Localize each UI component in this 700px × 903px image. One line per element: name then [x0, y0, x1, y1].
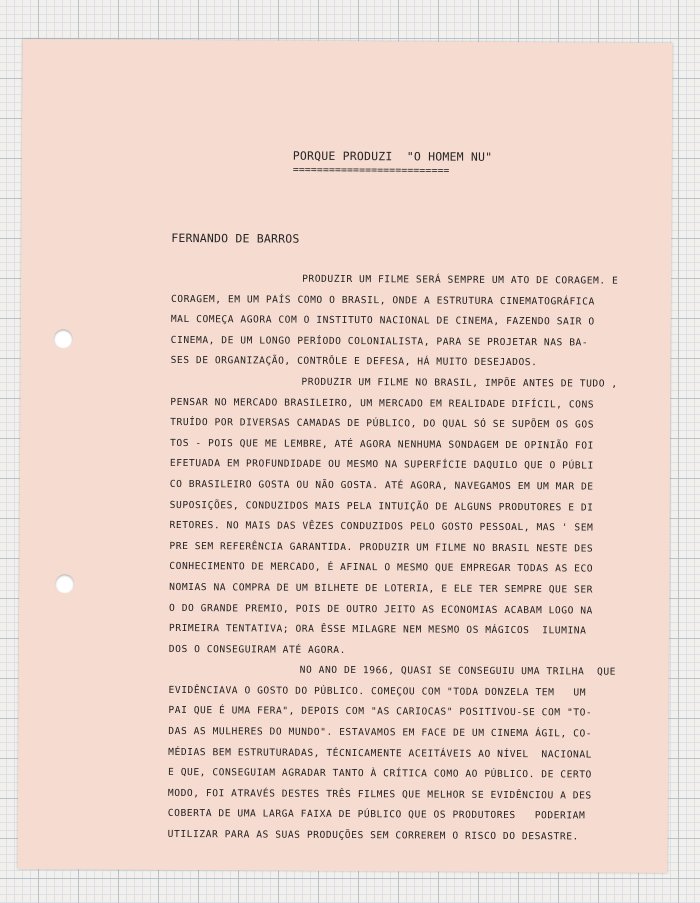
text-line: PRE SEM REFERÊNCIA GARANTIDA. PRODUZIR UM FILME NO BRASIL NESTE DES: [169, 540, 594, 555]
typewritten-page: [17, 39, 672, 873]
text-line: EFETUADA EM PROFUNDIDADE OU MESMO NA SUPERFÍCIE DAQUILO QUE O PÚBLI: [169, 458, 594, 472]
text-line: UTILIZAR PARA AS SUAS PRODUÇÕES SEM CORREREM O RISCO DO DESASTRE.: [167, 828, 579, 843]
author-name: FERNANDO DE BARROS: [171, 230, 300, 246]
text-line: EVIDÊNCIAVA O GOSTO DO PÚBLICO. COMEÇOU COM "TODA DONZELA TEM UM: [168, 684, 587, 699]
binder-hole-top: [54, 329, 73, 348]
text-line: DAS AS MULHERES DO MUNDO". ESTAVAMOS EM FACE DE UM CINEMA ÁGIL, CO-: [168, 725, 593, 740]
text-line: CINEMA, DE UM LONGO PERÍODO COLONIALISTA, PARA SE PROJETAR NAS BA-: [170, 334, 589, 349]
text-line: TOS - POIS QUE ME LEMBRE, ATÉ AGORA NENHUMA SONDAGEM DE OPINIÃO FOI: [170, 437, 594, 452]
text-line: PENSAR NO MERCADO BRASILEIRO, UM MERCADO EM REALIDADE DIFÍCIL, CONS: [170, 396, 595, 411]
body-text: [168, 269, 642, 848]
text-line: CORAGEM, EM UM PAÍS COMO O BRASIL, ONDE A ESTRUTURA CINEMATOGRÁFICA: [170, 293, 595, 308]
text-line: COBERTA DE UMA LARGA FAIXA DE PÚBLICO QUE OS PRODUTORES PODERIAM: [167, 808, 586, 822]
text-line: CONHECIMENTO DE MERCADO, É AFINAL O MESMO QUE EMPREGAR TODAS AS ECO: [169, 561, 594, 575]
text-line: NOMIAS NA COMPRA DE UM BILHETE DE LOTERIA, E ELE TER SEMPRE QUE SER: [169, 581, 594, 596]
text-line: MAL COMEÇA AGORA COM O INSTITUTO NACIONAL DE CINEMA, FAZENDO SAIR O: [170, 314, 595, 328]
text-line: SUPOSIÇÕES, CONDUZIDOS MAIS PELA INTUIÇÃO DE ALGUNS PRODUTORES E DI: [169, 499, 594, 514]
text-line: MODO, FOI ATRAVÉS DESTES TRÊS FILMES QUE MELHOR SE EVIDÊNCIOU A DES: [167, 787, 592, 802]
text-line: RETORES. NO MAIS DAS VÊZES CONDUZIDOS PELO GOSTO PESSOAL, MAS ' SEM: [169, 520, 594, 534]
text-line: PRODUZIR UM FILME SERÁ SEMPRE UM ATO DE CORAGEM. E: [302, 273, 619, 287]
text-line: CO BRASILEIRO GOSTA OU NÃO GOSTA. ATÉ AGORA, NAVEGAMOS EM UM MAR DE: [169, 478, 594, 493]
text-line: NO ANO DE 1966, QUASI SE CONSEGUIU UMA TRILHA QUE: [299, 665, 617, 678]
text-line: PRIMEIRA TENTATIVA; ORA ÊSSE MILAGRE NEM MESMO OS MÁGICOS ILUMINA: [168, 623, 587, 637]
text-line: TRUÍDO POR DIVERSAS CAMADAS DE PÚBLICO, DO QUAL SÓ SE SUPÕEM OS GOS: [170, 417, 595, 431]
title-underline: ==========================: [292, 164, 450, 177]
text-line: E QUE, CONSEGUIAM AGRADAR TANTO À CRÍTICA COMO AO PÚBLICO. DE CERTO: [168, 767, 592, 781]
text-line: O DO GRANDE PREMIO, POIS DE OUTRO JEITO AS ECONOMIAS ACABAM LOGO NA: [169, 602, 593, 617]
text-line: PAI QUE É UMA FERA", DEPOIS COM "AS CARIOCAS" POSITIVOU-SE COM "TO-: [168, 705, 593, 719]
binder-hole-bottom: [55, 574, 74, 593]
text-line: DOS O CONSEGUIRAM ATÉ AGORA.: [168, 643, 346, 656]
text-line: SES DE ORGANIZAÇÃO, CONTRÔLE E DEFESA, HÁ MUITO DESEJADOS.: [170, 355, 538, 369]
text-line: MÉDIAS BEM ESTRUTURADAS, TÉCNICAMENTE ACEITÁVEIS AO NÍVEL NACIONAL: [168, 746, 593, 761]
document-title: PORQUE PRODUZI "O HOMEM NU": [292, 148, 493, 164]
text-line: PRODUZIR UM FILME NO BRASIL, IMPÕE ANTES DE TUDO ,: [301, 376, 618, 390]
